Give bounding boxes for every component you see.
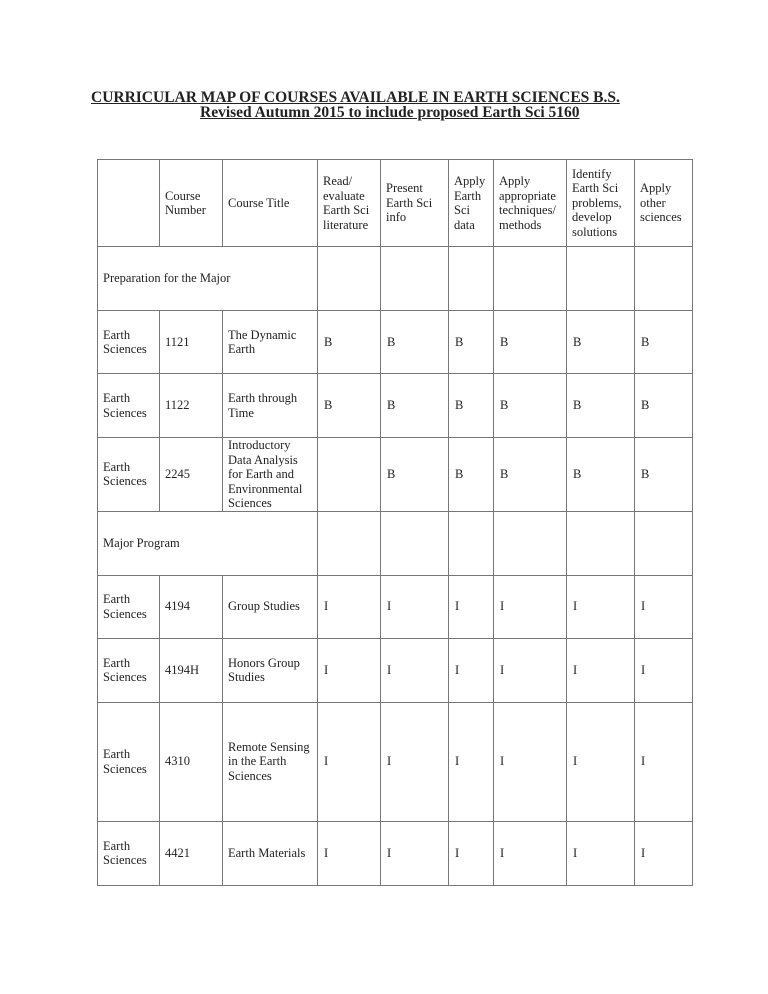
column-header: Apply other sciences — [635, 160, 693, 247]
course-title-cell: Introductory Data Analysis for Earth and Environmental Sciences — [223, 438, 318, 512]
level-cell: B — [635, 311, 693, 374]
department-cell: Earth Sciences — [98, 638, 160, 702]
level-cell: B — [449, 438, 494, 512]
level-cell: B — [381, 311, 449, 374]
column-header: Apply Earth Sci data — [449, 160, 494, 247]
course-number-cell: 4194H — [160, 638, 223, 702]
table-row — [98, 311, 693, 374]
department-cell: Earth Sciences — [98, 438, 160, 512]
level-cell: I — [494, 575, 567, 638]
level-cell: B — [318, 374, 381, 438]
level-cell: B — [318, 311, 381, 374]
course-number-cell: 4194 — [160, 575, 223, 638]
level-cell: B — [381, 438, 449, 512]
level-cell: I — [567, 702, 635, 821]
level-cell: I — [381, 702, 449, 821]
column-header: Course Number — [160, 160, 223, 247]
level-cell: I — [449, 638, 494, 702]
course-title-cell: Honors Group Studies — [223, 638, 318, 702]
level-cell: I — [318, 702, 381, 821]
level-cell: I — [494, 821, 567, 885]
empty-cell — [449, 247, 494, 311]
empty-cell — [567, 247, 635, 311]
column-header: Present Earth Sci info — [381, 160, 449, 247]
document-subtitle: Revised Autumn 2015 to include proposed Earth Sci 5160 — [200, 104, 580, 121]
course-title-cell: Group Studies — [223, 575, 318, 638]
level-cell: I — [449, 821, 494, 885]
course-number-cell: 1121 — [160, 311, 223, 374]
table-row — [98, 702, 693, 821]
level-cell: I — [494, 702, 567, 821]
level-cell: I — [449, 702, 494, 821]
empty-cell — [567, 511, 635, 575]
level-cell: I — [567, 638, 635, 702]
level-cell: B — [381, 374, 449, 438]
section-row — [98, 247, 693, 311]
department-cell: Earth Sciences — [98, 374, 160, 438]
table-row — [98, 575, 693, 638]
column-header: Course Title — [223, 160, 318, 247]
section-label: Preparation for the Major — [98, 247, 318, 311]
course-title-cell: Remote Sensing in the Earth Sciences — [223, 702, 318, 821]
level-cell: I — [567, 821, 635, 885]
section-row — [98, 511, 693, 575]
course-number-cell: 4421 — [160, 821, 223, 885]
level-cell: I — [381, 638, 449, 702]
column-header — [98, 160, 160, 247]
table-row — [98, 821, 693, 885]
level-cell: I — [567, 575, 635, 638]
level-cell: B — [567, 374, 635, 438]
empty-cell — [318, 511, 381, 575]
course-title-cell: Earth through Time — [223, 374, 318, 438]
empty-cell — [449, 511, 494, 575]
level-cell: B — [567, 438, 635, 512]
level-cell: B — [635, 374, 693, 438]
table-row — [98, 638, 693, 702]
empty-cell — [381, 511, 449, 575]
level-cell: B — [449, 311, 494, 374]
empty-cell — [494, 247, 567, 311]
course-title-cell: Earth Materials — [223, 821, 318, 885]
level-cell: B — [635, 438, 693, 512]
level-cell: I — [318, 638, 381, 702]
level-cell: I — [635, 702, 693, 821]
level-cell — [318, 438, 381, 512]
level-cell: I — [635, 638, 693, 702]
column-header: Read/ evaluate Earth Sci literature — [318, 160, 381, 247]
column-header: Apply appropriate techniques/ methods — [494, 160, 567, 247]
level-cell: I — [381, 821, 449, 885]
level-cell: I — [449, 575, 494, 638]
empty-cell — [318, 247, 381, 311]
level-cell: I — [494, 638, 567, 702]
table-row — [98, 374, 693, 438]
header-row — [98, 160, 693, 247]
empty-cell — [381, 247, 449, 311]
course-title-cell: The Dynamic Earth — [223, 311, 318, 374]
level-cell: I — [381, 575, 449, 638]
department-cell: Earth Sciences — [98, 575, 160, 638]
course-number-cell: 4310 — [160, 702, 223, 821]
level-cell: B — [449, 374, 494, 438]
department-cell: Earth Sciences — [98, 311, 160, 374]
course-number-cell: 2245 — [160, 438, 223, 512]
section-label: Major Program — [98, 511, 318, 575]
department-cell: Earth Sciences — [98, 702, 160, 821]
course-number-cell: 1122 — [160, 374, 223, 438]
level-cell: I — [635, 821, 693, 885]
curricular-map-table — [97, 159, 693, 886]
level-cell: B — [494, 311, 567, 374]
level-cell: I — [318, 575, 381, 638]
level-cell: I — [635, 575, 693, 638]
empty-cell — [635, 247, 693, 311]
empty-cell — [494, 511, 567, 575]
level-cell: B — [494, 374, 567, 438]
document-title: CURRICULAR MAP OF COURSES AVAILABLE IN EARTH SCIENCES B.S. — [91, 89, 620, 106]
level-cell: I — [318, 821, 381, 885]
department-cell: Earth Sciences — [98, 821, 160, 885]
level-cell: B — [494, 438, 567, 512]
column-header: Identify Earth Sci problems, develop solutions — [567, 160, 635, 247]
table-row — [98, 438, 693, 512]
level-cell: B — [567, 311, 635, 374]
empty-cell — [635, 511, 693, 575]
